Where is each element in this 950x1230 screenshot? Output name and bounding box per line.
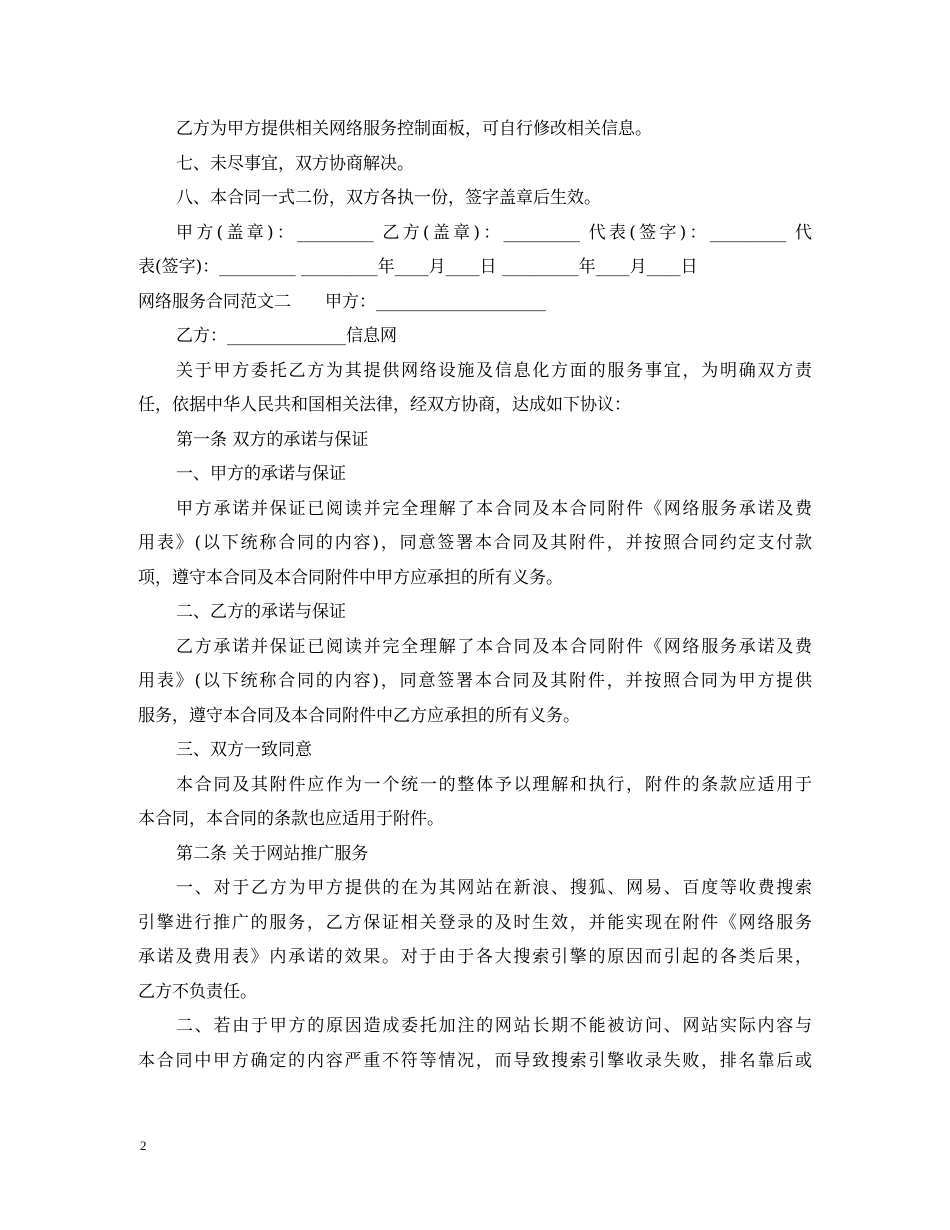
text-line: 乙方为甲方提供相关网络服务控制面板，可自行修改相关信息。: [176, 119, 652, 139]
signature-line: 甲方(盖章)：_________ 乙方(盖章)：_________ 代表(签字)：_________ 代: [176, 222, 812, 243]
signature-date-line: 表(签字)：_________ _________年____月____日 _________年____月____日: [138, 257, 698, 277]
section-heading: 三、双方一致同意: [176, 740, 312, 760]
clause-seven: 七、未尽事宜，双方协商解决。: [176, 153, 414, 174]
text-line: 本合同中甲方确定的内容严重不符等情况，而导致搜索引擎收录失败，排名靠后或: [138, 1050, 812, 1071]
article-heading: 第一条 双方的承诺与保证: [176, 429, 369, 450]
section-heading: 二、乙方的承诺与保证: [176, 602, 346, 622]
document-body: [138, 112, 812, 1078]
text-line: 用表》(以下统称合同的内容)，同意签署本合同及其附件，并按照合同为甲方提供: [138, 671, 812, 691]
text-line: 引擎进行推广的服务，乙方保证相关登录的及时生效，并能实现在附件《网络服务: [138, 912, 812, 933]
text-line: 本合同及其附件应作为一个统一的整体予以理解和执行，附件的条款应适用于: [176, 774, 812, 795]
page-number: 2: [140, 1138, 147, 1153]
clause-eight: 八、本合同一式二份，双方各执一份，签字盖章后生效。: [176, 188, 601, 208]
text-line: 乙方承诺并保证已阅读并完全理解了本合同及本合同附件《网络服务承诺及费: [176, 636, 812, 657]
text-line: 用表》(以下统称合同的内容)，同意签署本合同及其附件，并按照合同约定支付款: [138, 533, 812, 553]
text-line: 任，依据中华人民共和国相关法律，经双方协商，达成如下协议：: [138, 395, 631, 415]
text-line: 一、对于乙方为甲方提供的在为其网站在新浪、搜狐、网易、百度等收费搜索: [176, 878, 812, 898]
text-line: 承诺及费用表》内承诺的效果。对于由于各大搜索引擎的原因而引起的各类后果，: [138, 947, 812, 967]
text-line: 二、若由于甲方的原因造成委托加注的网站长期不能被访问、网站实际内容与: [176, 1016, 812, 1036]
contract-title-party-a: 网络服务合同范文二 甲方：____________________: [138, 291, 546, 312]
section-heading: 一、甲方的承诺与保证: [176, 464, 346, 484]
text-line: 项，遵守本合同及本合同附件中甲方应承担的所有义务。: [138, 567, 563, 588]
text-line: 本合同，本合同的条款也应适用于附件。: [138, 809, 444, 829]
text-line: 服务，遵守本合同及本合同附件中乙方应承担的所有义务。: [138, 705, 580, 726]
article-heading: 第二条 关于网站推广服务: [176, 843, 369, 864]
party-b-line: 乙方：______________信息网: [176, 326, 397, 346]
text-line: 乙方不负责任。: [138, 981, 257, 1002]
text-line: 甲方承诺并保证已阅读并完全理解了本合同及本合同附件《网络服务承诺及费: [176, 498, 812, 519]
text-line: 关于甲方委托乙方为其提供网络设施及信息化方面的服务事宜，为明确双方责: [176, 360, 812, 381]
